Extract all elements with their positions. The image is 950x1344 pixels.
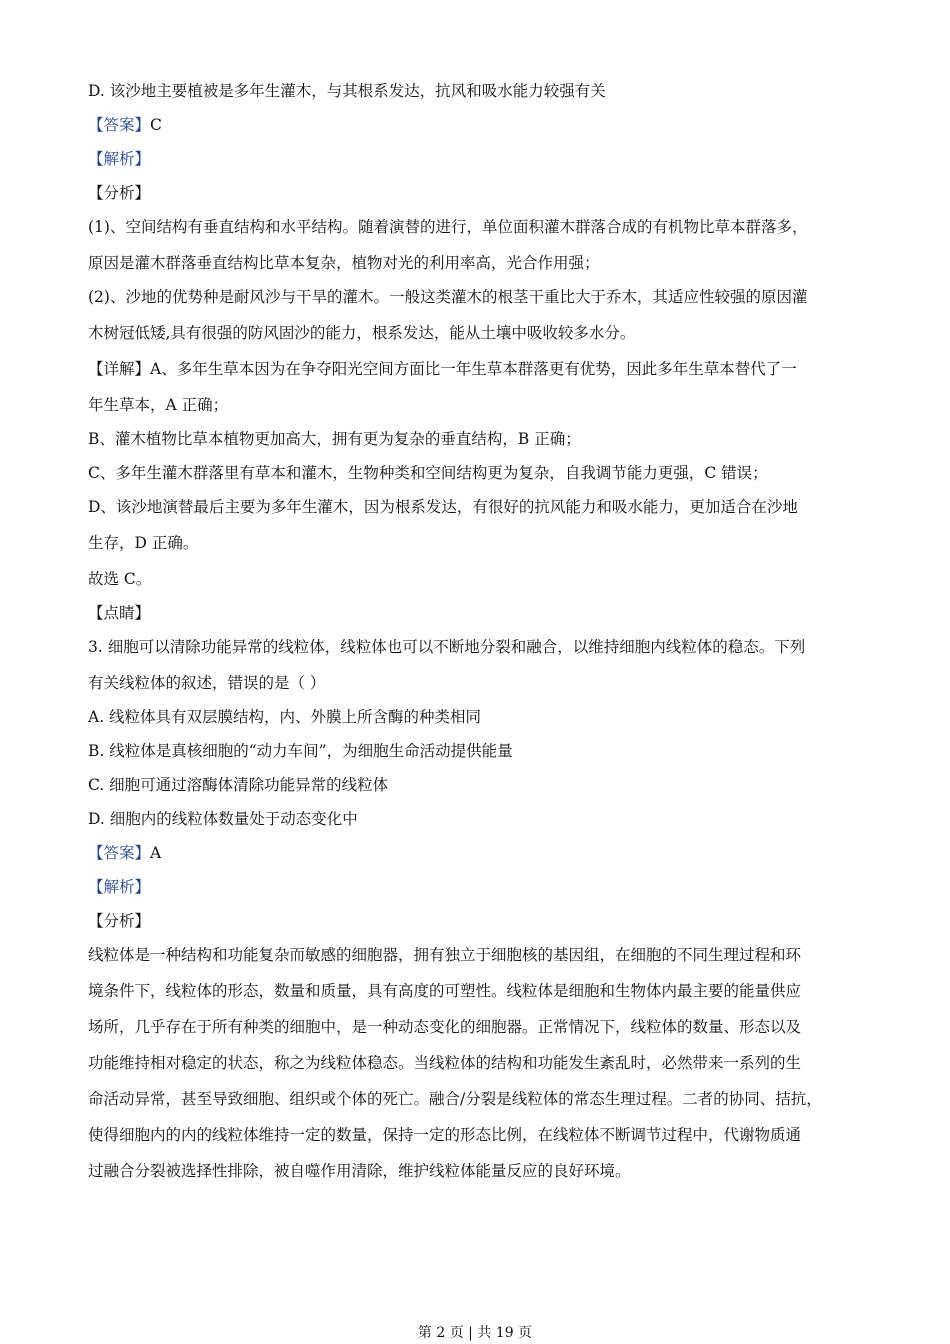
option-c: C. 细胞可通过溶酶体清除功能异常的线粒体 xyxy=(88,776,389,794)
question-3-stem-cont: 有关线粒体的叙述，错误的是（ ） xyxy=(88,674,326,692)
text-line: 生存，D 正确。 xyxy=(88,534,199,552)
fenxi-heading: 【分析】 xyxy=(88,912,151,930)
question-3-stem: 3. 细胞可以清除功能异常的线粒体，线粒体也可以不断地分裂和融合，以维持细胞内线粒体的稳态。下列 xyxy=(88,638,806,656)
answer-line xyxy=(88,114,868,136)
detail-line: 【详解】A、多年生草本因为在争夺阳光空间方面比一年生草本群落更有优势，因此多年生草本替代了一 xyxy=(88,360,797,378)
answer-line xyxy=(88,842,868,864)
text-line: 境条件下，线粒体的形态，数量和质量，具有高度的可塑性。线粒体是细胞和生物体内最主要的能量供应 xyxy=(88,982,802,1000)
dianjing-heading: 【点睛】 xyxy=(88,604,151,622)
text-line: 原因是灌木群落垂直结构比草本复杂，植物对光的利用率高，光合作用强； xyxy=(88,254,600,272)
text-line: (2)、沙地的优势种是耐风沙与干旱的灌木。一般这类灌木的根茎干重比大于乔木，其适应性较强的原因灌 xyxy=(88,288,808,306)
page-footer: 第 2 页 | 共 19 页 xyxy=(417,1325,533,1341)
text-line: 年生草本，A 正确； xyxy=(88,396,229,414)
answer-value: C xyxy=(150,116,162,134)
analysis-tag-line xyxy=(88,876,868,898)
analysis-tag-line xyxy=(88,148,868,170)
option-d: D. 细胞内的线粒体数量处于动态变化中 xyxy=(88,810,358,828)
text-line: 木树冠低矮,具有很强的防风固沙的能力，根系发达，能从土壤中吸收较多水分。 xyxy=(88,324,636,342)
text-line: (1)、空间结构有垂直结构和水平结构。随着演替的进行，单位面积灌木群落合成的有机物比草本群落多， xyxy=(88,218,808,236)
option-b: B. 线粒体是真核细胞的“动力车间”，为细胞生命活动提供能量 xyxy=(88,742,513,760)
fenxi-heading: 【分析】 xyxy=(88,184,151,202)
analysis-tag: 【解析】 xyxy=(88,878,151,896)
text-line: 使得细胞内的内的线粒体维持一定的数量，保持一定的形态比例，在线粒体不断调节过程中，代谢物质通 xyxy=(88,1126,802,1144)
text-line: C、多年生灌木群落里有草本和灌木，生物种类和空间结构更为复杂，自我调节能力更强，C 错误； xyxy=(88,464,768,482)
analysis-tag: 【解析】 xyxy=(88,150,151,168)
answer-tag: 【答案】 xyxy=(88,116,151,134)
text-line-option-d: D. 该沙地主要植被是多年生灌木，与其根系发达，抗风和吸水能力较强有关 xyxy=(88,82,606,100)
text-line: D、该沙地演替最后主要为多年生灌木，因为根系发达，有很好的抗风能力和吸水能力，更加适合在沙地 xyxy=(88,498,798,516)
text-line: 命活动异常，甚至导致细胞、组织或个体的死亡。融合/分裂是线粒体的常态生理过程。二者的协同、拮抗， xyxy=(88,1090,822,1108)
answer-value: A xyxy=(150,844,162,862)
text-line: 过融合分裂被选择性排除，被自噬作用清除，维护线粒体能量反应的良好环境。 xyxy=(88,1162,631,1180)
text-line: B、灌木植物比草本植物更加高大，拥有更为复杂的垂直结构，B 正确； xyxy=(88,430,581,448)
answer-tag: 【答案】 xyxy=(88,844,151,862)
text-line: 功能维持相对稳定的状态，称之为线粒体稳态。当线粒体的结构和功能发生紊乱时，必然带来一系列的生 xyxy=(88,1054,802,1072)
text-line: 线粒体是一种结构和功能复杂而敏感的细胞器，拥有独立于细胞核的基因组，在细胞的不同生理过程和环 xyxy=(88,946,802,964)
text-line: 场所，几乎存在于所有种类的细胞中，是一种动态变化的细胞器。正常情况下，线粒体的数量、形态以及 xyxy=(88,1018,802,1036)
choice-line: 故选 C。 xyxy=(88,570,152,588)
option-a: A. 线粒体具有双层膜结构，内、外膜上所含酶的种类相同 xyxy=(88,708,482,726)
